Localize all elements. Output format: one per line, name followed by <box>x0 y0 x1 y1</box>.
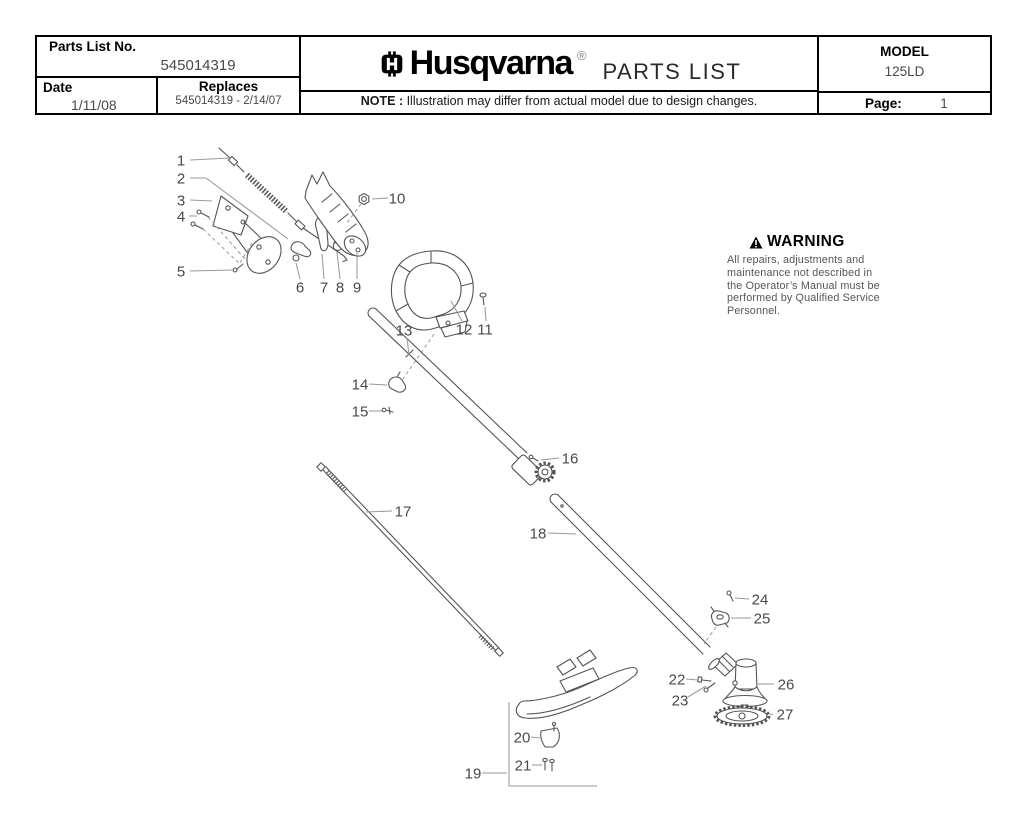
callout-number-5: 5 <box>176 263 186 281</box>
callout-number-17: 17 <box>394 503 412 521</box>
model-value: 125LD <box>884 64 925 79</box>
replaces-value: 545014319 - 2/14/07 <box>175 95 282 107</box>
callout-number-15: 15 <box>351 403 369 421</box>
part-guard-screws <box>543 758 554 771</box>
page-title: PARTS LIST <box>602 58 742 84</box>
part-throttle-lockout <box>291 242 311 261</box>
callout-leader-7 <box>322 254 324 279</box>
registered-trademark: ® <box>576 48 587 63</box>
callout-number-6: 6 <box>295 279 305 297</box>
callout-leader-6 <box>296 263 300 279</box>
callout-leader-20 <box>531 737 540 738</box>
part-grass-blade <box>541 722 560 747</box>
callout-leader-27 <box>770 714 773 715</box>
callout-number-13: 13 <box>395 322 413 340</box>
part-nut <box>359 194 369 205</box>
part-small-screw <box>382 407 393 414</box>
callout-leader-8 <box>337 252 340 279</box>
page-number: 1 <box>940 96 948 111</box>
part-loop-handle <box>391 251 473 379</box>
callout-leader-14 <box>369 384 387 385</box>
callout-number-3: 3 <box>176 192 186 210</box>
callout-number-14: 14 <box>351 376 369 394</box>
callout-number-26: 26 <box>777 676 795 694</box>
callout-leader-3 <box>190 200 212 201</box>
callout-number-4: 4 <box>176 208 186 226</box>
callout-number-9: 9 <box>352 279 362 297</box>
callout-leader-1 <box>190 158 230 160</box>
date-value: 1/11/08 <box>71 97 117 113</box>
warning-title-text: WARNING <box>767 233 845 250</box>
parts-list-label: Parts List No. <box>49 39 137 54</box>
callout-number-16: 16 <box>561 450 579 468</box>
warning-body: All repairs, adjustments and maintenance not described in the Operator’s Manual must be performed by Qualified Service Personnel. <box>727 254 880 318</box>
callout-leader-18 <box>548 533 576 534</box>
part-clamp <box>389 372 406 392</box>
callout-number-7: 7 <box>319 279 329 297</box>
brand-name: Husqvarna <box>409 44 572 82</box>
replaces-label: Replaces <box>198 79 259 94</box>
part-handle-lower-half <box>213 196 288 280</box>
callout-leader-10 <box>372 198 388 199</box>
callout-leader-16 <box>541 458 559 460</box>
callout-number-25: 25 <box>753 610 771 628</box>
part-loop-handle-screw <box>480 293 486 305</box>
callout-number-10: 10 <box>388 190 406 208</box>
callout-number-22: 22 <box>668 671 686 689</box>
callout-number-21: 21 <box>514 757 532 775</box>
note-text: Illustration may differ from actual model due to design changes. <box>403 94 758 108</box>
page-label: Page: <box>865 96 902 111</box>
callout-number-1: 1 <box>176 152 186 170</box>
callout-number-20: 20 <box>513 729 531 747</box>
part-trimmer-head <box>715 707 769 726</box>
callout-leader-5 <box>190 270 232 271</box>
part-cable-clamp <box>704 607 729 644</box>
callout-leader-24 <box>735 598 749 599</box>
callout-number-2: 2 <box>176 170 186 188</box>
callout-leader-22 <box>686 679 698 680</box>
part-coupler <box>511 454 554 486</box>
part-handle-upper-half <box>305 172 370 260</box>
part-lower-shaft-tube <box>550 494 710 654</box>
part-screw <box>727 591 733 601</box>
callout-leader-23 <box>688 686 706 697</box>
part-drive-shaft <box>317 463 503 656</box>
callout-number-11: 11 <box>477 321 493 339</box>
callout-number-8: 8 <box>335 279 345 297</box>
callout-number-23: 23 <box>671 692 689 710</box>
callout-number-18: 18 <box>529 525 547 543</box>
note-label: NOTE : <box>360 94 404 108</box>
callout-number-12: 12 <box>455 321 473 339</box>
model-label: MODEL <box>880 44 929 59</box>
callout-leader-17 <box>366 511 392 512</box>
parts-list-number: 545014319 <box>160 57 236 74</box>
callout-number-19: 19 <box>464 765 482 783</box>
date-label: Date <box>43 80 73 95</box>
callout-leader-11 <box>485 307 486 321</box>
callout-number-27: 27 <box>776 706 794 724</box>
callout-number-24: 24 <box>751 591 769 609</box>
